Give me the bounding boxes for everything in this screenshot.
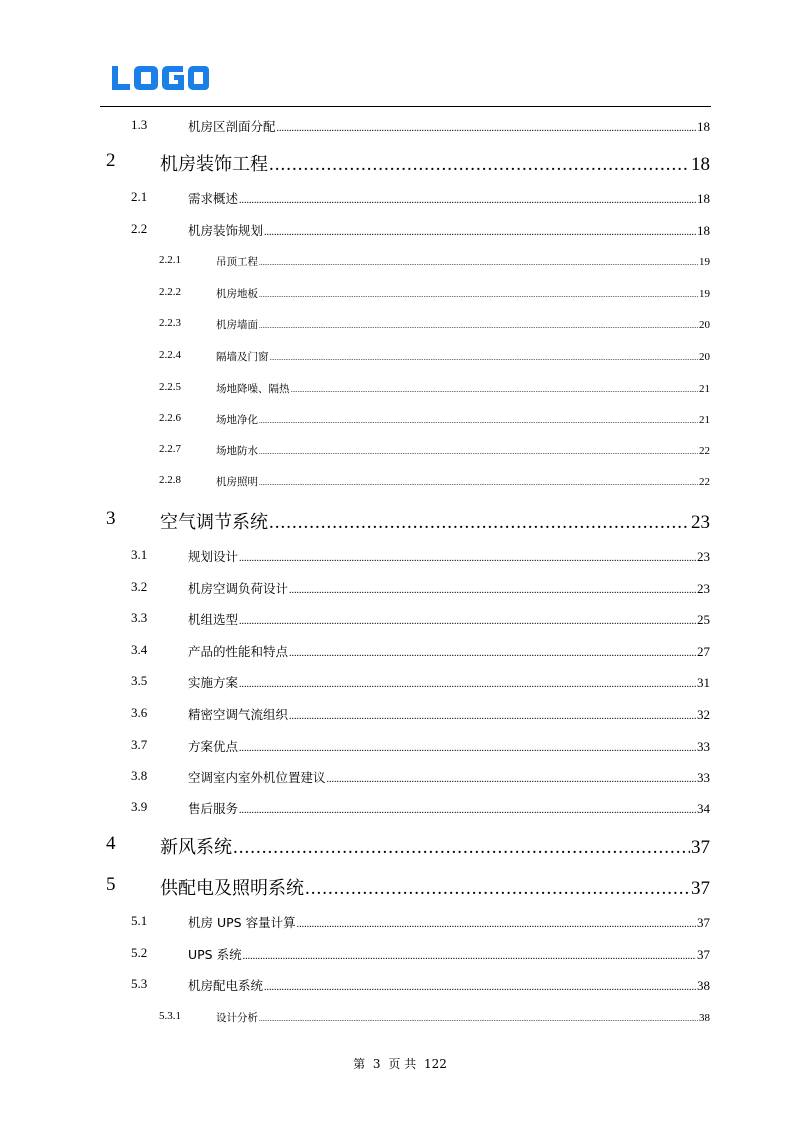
toc-entry[interactable] bbox=[159, 349, 710, 365]
toc-dot-leader bbox=[259, 291, 698, 299]
toc-entry-page: 21 bbox=[699, 414, 710, 426]
toc-entry[interactable] bbox=[131, 768, 710, 786]
toc-entry-page: 20 bbox=[699, 319, 710, 331]
toc-entry-title: 规划设计 bbox=[188, 549, 239, 564]
toc-entry-number: 3.7 bbox=[131, 737, 148, 752]
toc-entry-page: 38 bbox=[699, 1012, 710, 1024]
toc-entry-title: 售后服务 bbox=[188, 801, 239, 816]
toc-entry-page: 31 bbox=[697, 675, 710, 690]
toc-dot-leader bbox=[239, 616, 696, 627]
toc-entry-page: 23 bbox=[697, 581, 710, 596]
toc-entry-page: 37 bbox=[697, 947, 710, 962]
toc-dot-leader bbox=[259, 448, 698, 456]
toc-entry-title: UPS 系统 bbox=[188, 947, 242, 962]
toc-dot-leader bbox=[239, 679, 696, 690]
toc-dot-leader bbox=[259, 259, 698, 267]
toc-entry-number: 3.5 bbox=[131, 673, 148, 688]
toc-dot-leader bbox=[270, 354, 699, 362]
toc-entry-title: 场地降噪、隔热 bbox=[216, 383, 290, 395]
toc-entry-number: 5.3 bbox=[131, 976, 148, 991]
toc-entry-number: 2.1 bbox=[131, 189, 148, 204]
toc-entry-number: 3.6 bbox=[131, 705, 148, 720]
toc-entry-number: 5.3.1 bbox=[159, 1010, 181, 1022]
toc-entry-page: 37 bbox=[691, 878, 710, 899]
toc-entry-title: 机房装饰规划 bbox=[188, 223, 264, 238]
toc-entry[interactable] bbox=[159, 443, 710, 459]
logo-text: LOGO bbox=[110, 62, 113, 63]
toc-entry-number: 5.2 bbox=[131, 945, 148, 960]
toc-dot-leader bbox=[233, 837, 690, 859]
toc-dot-leader bbox=[327, 774, 696, 785]
toc-dot-leader bbox=[289, 585, 696, 596]
toc-entry[interactable] bbox=[131, 976, 710, 994]
toc-entry-number: 5 bbox=[106, 874, 116, 895]
toc-entry[interactable] bbox=[131, 737, 710, 755]
toc-dot-leader bbox=[289, 711, 696, 722]
footer-current-page: 3 bbox=[372, 1057, 381, 1071]
toc-entry-number: 5.1 bbox=[131, 913, 148, 928]
toc-entry[interactable] bbox=[159, 254, 710, 270]
toc-entry-number: 2.2.5 bbox=[159, 381, 181, 393]
toc-dot-leader bbox=[243, 951, 696, 962]
toc-dot-leader bbox=[291, 386, 699, 394]
toc-dot-leader bbox=[297, 919, 696, 930]
toc-entry[interactable] bbox=[159, 412, 710, 428]
toc-entry-page: 18 bbox=[691, 154, 710, 175]
toc-dot-leader bbox=[264, 227, 696, 238]
toc-entry-title: 隔墙及门窗 bbox=[216, 351, 269, 363]
toc-entry-number: 2.2.6 bbox=[159, 412, 181, 424]
toc-entry-page: 37 bbox=[691, 837, 710, 858]
toc-entry-page: 19 bbox=[699, 288, 710, 300]
toc-dot-leader bbox=[269, 512, 690, 534]
toc-dot-leader bbox=[259, 1015, 698, 1023]
toc-entry-page: 33 bbox=[697, 770, 710, 785]
footer-prefix: 第 bbox=[353, 1057, 366, 1071]
toc-entry-page: 23 bbox=[691, 512, 710, 533]
toc-entry[interactable] bbox=[131, 673, 710, 691]
toc-entry-page: 32 bbox=[697, 707, 710, 722]
toc-entry-title: 方案优点 bbox=[188, 739, 239, 754]
toc-entry[interactable] bbox=[131, 547, 710, 565]
toc-entry-page: 20 bbox=[699, 351, 710, 363]
toc-entry-title: 新风系统 bbox=[160, 837, 232, 858]
toc-dot-leader bbox=[239, 553, 696, 564]
toc-entry-page: 18 bbox=[697, 191, 710, 206]
toc-entry-page: 34 bbox=[697, 801, 710, 816]
toc-entry-page: 19 bbox=[699, 256, 710, 268]
toc-entry-title: 机房空调负荷设计 bbox=[188, 581, 289, 596]
toc-entry-title: 机房照明 bbox=[216, 476, 258, 488]
toc-entry-title: 机组选型 bbox=[188, 612, 239, 627]
toc-entry[interactable] bbox=[131, 610, 710, 628]
toc-dot-leader bbox=[269, 154, 690, 176]
toc-entry-title: 空气调节系统 bbox=[160, 512, 268, 533]
toc-entry[interactable] bbox=[159, 1010, 710, 1026]
toc-entry-title: 场地防水 bbox=[216, 445, 258, 457]
toc-entry[interactable] bbox=[106, 150, 710, 175]
toc-dot-leader bbox=[259, 479, 698, 487]
toc-entry-title: 设计分析 bbox=[216, 1012, 258, 1024]
toc-entry-number: 1.3 bbox=[131, 117, 148, 132]
toc-entry-title: 机房装饰工程 bbox=[160, 154, 268, 175]
toc-entry-title: 供配电及照明系统 bbox=[160, 878, 304, 899]
toc-entry[interactable] bbox=[159, 286, 710, 302]
toc-entry-page: 21 bbox=[699, 383, 710, 395]
toc-entry-number: 3.9 bbox=[131, 799, 148, 814]
page-footer bbox=[0, 1055, 800, 1072]
toc-entry-number: 2.2.8 bbox=[159, 474, 181, 486]
toc-entry[interactable] bbox=[106, 833, 710, 858]
toc-entry-number: 2.2.3 bbox=[159, 317, 181, 329]
toc-dot-leader bbox=[239, 805, 696, 816]
toc-entry[interactable] bbox=[131, 945, 710, 963]
toc-entry[interactable] bbox=[159, 474, 710, 490]
toc-entry[interactable] bbox=[131, 642, 710, 660]
toc-entry-title: 机房区剖面分配 bbox=[188, 119, 276, 134]
toc-entry-title: 机房 UPS 容量计算 bbox=[188, 915, 296, 930]
toc-entry-page: 22 bbox=[699, 445, 710, 457]
toc-entry-number: 2.2.7 bbox=[159, 443, 181, 455]
toc-entry[interactable] bbox=[131, 189, 710, 207]
toc-entry-title: 空调室内室外机位置建议 bbox=[188, 770, 326, 785]
toc-entry[interactable] bbox=[131, 913, 710, 931]
toc-dot-leader bbox=[305, 878, 690, 900]
toc-dot-leader bbox=[264, 982, 696, 993]
toc-entry-title: 机房墙面 bbox=[216, 319, 258, 331]
toc-entry[interactable] bbox=[106, 508, 710, 533]
toc-entry-number: 3.4 bbox=[131, 642, 148, 657]
footer-middle: 页 共 bbox=[388, 1057, 417, 1071]
toc-entry-number: 4 bbox=[106, 833, 116, 854]
toc-entry-title: 机房地板 bbox=[216, 288, 258, 300]
toc-entry[interactable] bbox=[131, 799, 710, 817]
toc-entry-number: 2.2.2 bbox=[159, 286, 181, 298]
toc-entry-number: 3 bbox=[106, 508, 116, 529]
toc-entry-title: 场地净化 bbox=[216, 414, 258, 426]
toc-entry-title: 精密空调气流组织 bbox=[188, 707, 289, 722]
toc-entry[interactable] bbox=[106, 874, 710, 899]
toc-entry[interactable] bbox=[159, 317, 710, 333]
toc-entry-page: 23 bbox=[697, 549, 710, 564]
toc-dot-leader bbox=[277, 123, 696, 134]
toc-dot-leader bbox=[289, 648, 696, 659]
toc-entry[interactable] bbox=[159, 381, 710, 397]
toc-entry-number: 3.8 bbox=[131, 768, 148, 783]
toc-entry[interactable] bbox=[131, 117, 710, 135]
toc-dot-leader bbox=[259, 417, 698, 425]
toc-entry-number: 2.2.4 bbox=[159, 349, 181, 361]
toc-entry-page: 18 bbox=[697, 223, 710, 238]
footer-total-pages: 122 bbox=[424, 1057, 447, 1071]
toc-entry-number: 3.1 bbox=[131, 547, 148, 562]
toc-entry-page: 27 bbox=[697, 644, 710, 659]
toc-entry-number: 2 bbox=[106, 150, 116, 171]
toc-entry[interactable] bbox=[131, 221, 710, 239]
toc-entry-page: 22 bbox=[699, 476, 710, 488]
toc-entry-number: 3.2 bbox=[131, 579, 148, 594]
toc-dot-leader bbox=[239, 743, 696, 754]
toc-entry-title: 实施方案 bbox=[188, 675, 239, 690]
toc-entry-title: 吊顶工程 bbox=[216, 256, 258, 268]
toc-entry[interactable] bbox=[131, 705, 710, 723]
toc-entry-title: 产品的性能和特点 bbox=[188, 644, 289, 659]
toc-entry-number: 3.3 bbox=[131, 610, 148, 625]
toc-entry-number: 2.2 bbox=[131, 221, 148, 236]
toc-entry-page: 25 bbox=[697, 612, 710, 627]
toc-dot-leader bbox=[259, 322, 698, 330]
toc-entry-page: 37 bbox=[697, 915, 710, 930]
toc-entry-title: 需求概述 bbox=[188, 191, 239, 206]
toc-entry-page: 18 bbox=[697, 119, 710, 134]
toc-entry-title: 机房配电系统 bbox=[188, 978, 264, 993]
toc-entry-page: 33 bbox=[697, 739, 710, 754]
toc-entry[interactable] bbox=[131, 579, 710, 597]
toc-dot-leader bbox=[239, 195, 696, 206]
toc-entry-number: 2.2.1 bbox=[159, 254, 181, 266]
toc-entry-page: 38 bbox=[697, 978, 710, 993]
